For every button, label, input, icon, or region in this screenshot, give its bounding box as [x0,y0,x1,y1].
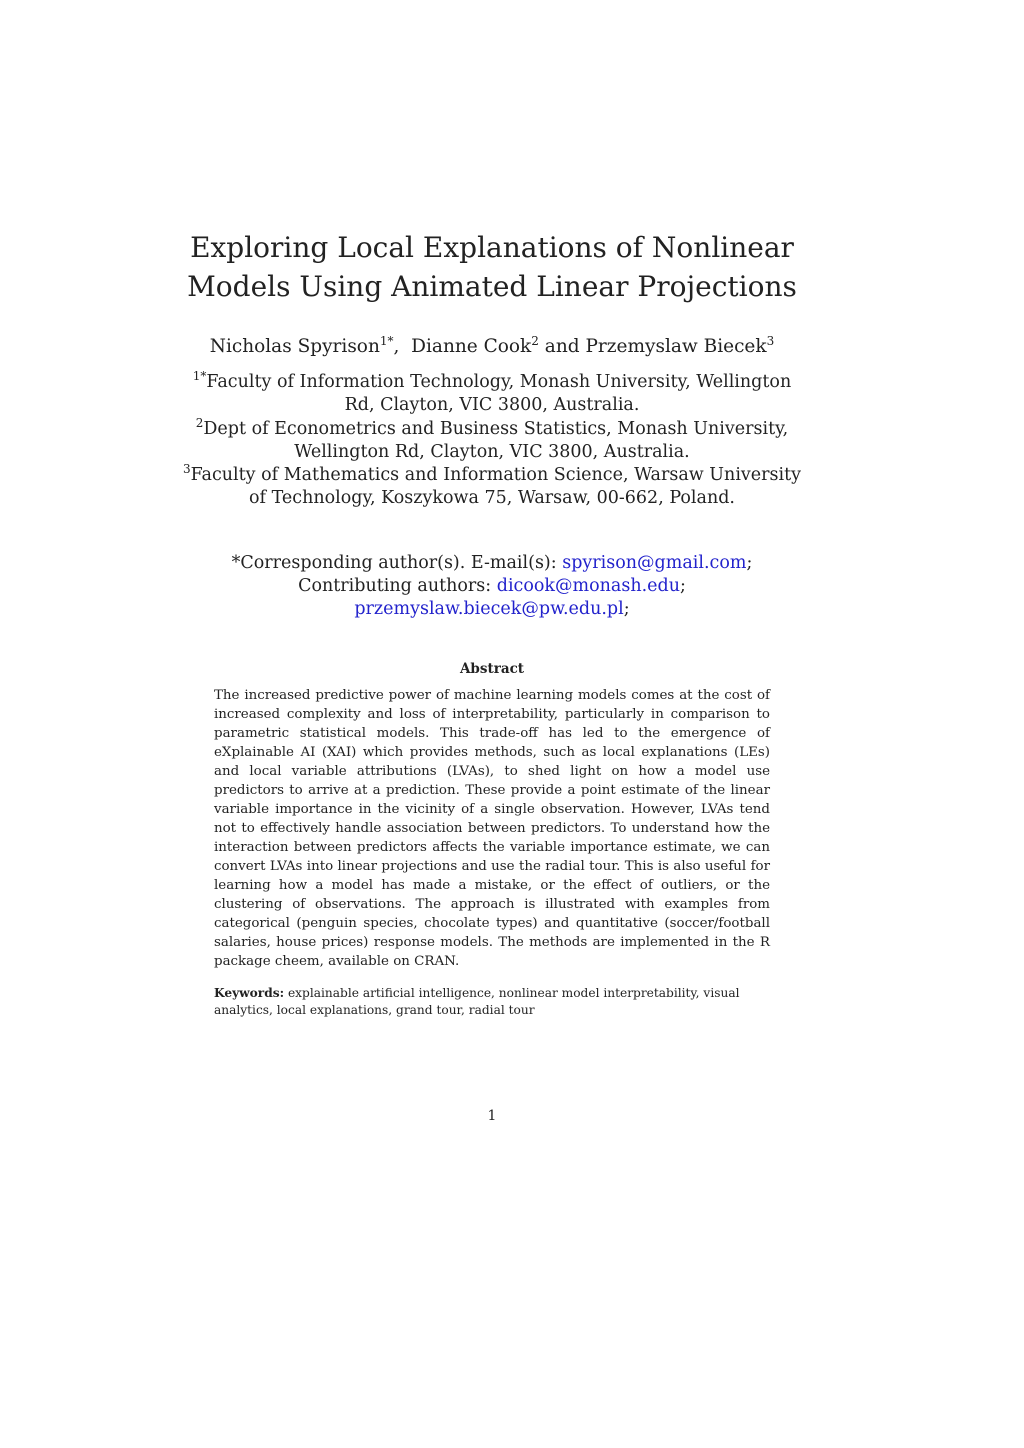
correspondence-line-2 [182,575,802,598]
email-separator: ; [746,553,753,573]
keywords-label: Keywords: [214,986,285,1000]
correspondence-lead: *Corresponding author(s). E-mail(s): [231,553,563,573]
author-list [112,335,872,359]
affiliation-sup: 1* [192,369,207,384]
affiliation-2 [182,415,802,465]
contributing-lead: Contributing authors: [298,576,497,596]
abstract-heading: Abstract [459,661,525,677]
title-line-2: Models Using Animated Linear Projections [187,270,797,303]
author-name: Przemyslaw Biecek [585,336,767,357]
affiliation-3 [182,464,802,511]
affiliation-text: Faculty of Mathematics and Information Science, Warsaw University of Technology, Koszykowa 75, Warsaw, 00-662, Poland. [190,465,802,509]
email-link-dicook[interactable]: dicook@monash.edu [496,576,681,596]
affiliation-text: Faculty of Information Technology, Monash University, Wellington Rd, Clayton, VIC 3800, Australia. [206,372,792,416]
correspondence-block [182,552,802,621]
paper-title [112,228,872,306]
affiliation-sup: 2 [195,415,204,430]
author-sup: 3 [766,333,775,348]
author-name: Dianne Cook [411,336,532,357]
affiliations [182,371,802,511]
email-separator: ; [680,576,686,596]
email-separator: ; [623,599,630,619]
affiliation-text: Dept of Econometrics and Business Statistics, Monash University, Wellington Rd, Clayton, VIC 3800, Australia. [203,418,789,462]
correspondence-line-3 [182,598,802,621]
author-separator: and [538,336,586,357]
keywords-text: explainable artificial intelligence, nonlinear model interpretability, visual analytics, local explanations, grand tour, radial tour [214,986,744,1017]
abstract-text: The increased predictive power of machine learning models comes at the cost of increased complexity and loss of interpretability, particularly in comparison to parametric statistical models. This trade-off has led to the emergence of eXplainable AI (XAI) which provides methods, such as local explanations (LEs) and local variable attributions (LVAs), to shed light on how a model use predictors to arrive at a prediction. These provide a point estimate of the linear variable importance in the vicinity of a single observation. However, LVAs tend not to effectively handle association between predictors. To understand how the interaction between predictors affects the variable importance estimate, we can convert LVAs into linear projections and use the radial tour. This is also useful for learning how a model has made a mistake, or the effect of outliers, or the clustering of observations. The approach is illustrated with examples from categorical (penguin species, chocolate types) and quantitative (soccer/football salaries, house prices) response models. The methods are implemented in the R package cheem, available on CRAN. [214,688,770,969]
title-line-1: Exploring Local Explanations of Nonlinear [190,231,794,264]
author-sup: 1* [379,333,394,348]
keywords [214,985,770,1018]
correspondence-line-1 [182,552,802,575]
author-separator: , [393,336,412,357]
author-name: Nicholas Spyrison [209,336,380,357]
page-number: 1 [487,1108,497,1124]
affiliation-sup: 3 [182,462,191,477]
email-link-biecek[interactable]: przemyslaw.biecek@pw.edu.pl [354,599,624,619]
author-sup: 2 [531,333,539,348]
email-link-spyrison[interactable]: spyrison@gmail.com [562,553,747,573]
affiliation-1 [182,371,802,418]
